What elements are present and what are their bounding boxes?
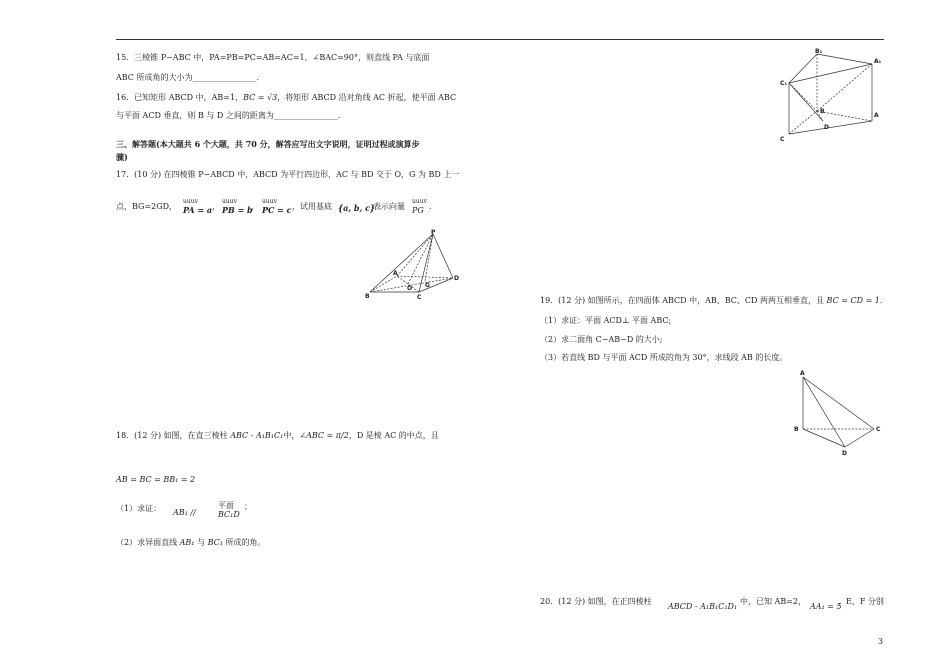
- q18-prism: ABC - A₁B₁C₁: [230, 431, 284, 440]
- q20-text-a: 20．(12 分) 如图，在正四棱柱: [540, 597, 652, 606]
- q17-vec-mark-c: uuuv: [262, 198, 277, 205]
- q17-line2: [116, 201, 177, 212]
- q19-line1: 19．(12 分) 如图所示，在四面体 ABCD 中，AB、BC、CD 两两互相垂直，且 BC = CD = 1．: [540, 296, 888, 305]
- q20-text-b: 中，已知 AB=2，: [740, 597, 806, 606]
- q17-label-p: P: [431, 229, 436, 236]
- q19-label-c: C: [876, 426, 881, 433]
- q18-label-c: C: [780, 136, 785, 143]
- q17-label-a: A: [393, 270, 398, 277]
- page-number: 3: [878, 637, 884, 646]
- section3-heading: 三、解答题(本大题共 6 个大题，共 70 分，解答应写出文字说明，证明过程或演算步: [116, 139, 420, 149]
- q16-bc-value: BC = √3: [243, 93, 278, 102]
- section3-heading-cont: 骤): [116, 152, 128, 162]
- q18-part1-plane-name: BC₁D: [218, 510, 240, 519]
- q17-sep-2: ，: [251, 202, 259, 211]
- q18-text-c: ，D 是棱 AC 的中点，且: [348, 431, 439, 440]
- q16-line1: [116, 92, 456, 103]
- q18-label-b1: B₁: [815, 48, 823, 55]
- q17-label-d: D: [454, 275, 459, 282]
- q19-part2: （2）求二面角 C−AB−D 的大小;: [540, 335, 663, 344]
- q18-angle: ∠ABC = π/2: [299, 431, 349, 440]
- q17-label-o: O: [407, 285, 413, 292]
- q18-part1-plane: 平面: [218, 501, 234, 510]
- q17-line1: 17．(10 分) 在四棱锥 P−ABCD 中，ABCD 为平行四边形，AC 与 BD 交于 O，G 为 BD 上一: [116, 170, 460, 179]
- q18-prism-figure: [775, 45, 885, 145]
- q17-label-b: B: [365, 293, 370, 300]
- q18-part1: （1）求证：: [116, 504, 162, 513]
- q20-prism: ABCD - A₁B₁C₁D₁: [668, 602, 738, 611]
- q17-pyramid-figure: [365, 228, 465, 302]
- q16-line2: 与平面 ACD 垂直，则 B 与 D 之间的距离为________________．: [116, 111, 346, 120]
- q17-label-c: C: [417, 294, 422, 301]
- q18-label-b: B: [820, 108, 825, 115]
- q17-vec-mark-a: uuuv: [183, 198, 198, 205]
- q19-label-b: B: [794, 426, 799, 433]
- q18-part2: （2）求异面直线 AB₁ 与 BC₁ 所成的角。: [116, 538, 266, 547]
- q16-text-a: 16．已知矩形 ABCD 中，AB=1，: [116, 93, 244, 102]
- q17-label-g: G: [425, 282, 430, 289]
- q18-text-a: 18．(12 分) 如图，在直三棱柱: [116, 431, 228, 440]
- q17-vec-pb: PB = b: [222, 205, 253, 215]
- q17-represent: 表示向量: [373, 202, 405, 211]
- q17-vec-pa: PA = a: [183, 205, 213, 215]
- q18-label-a: A: [874, 112, 879, 119]
- q17-vec-mark-g: uuuv: [412, 198, 427, 205]
- header-rule: [116, 39, 884, 40]
- q18-line2: AB = BC = BB₁ = 2: [116, 475, 196, 484]
- q18-text-b: 中，: [283, 431, 300, 440]
- q20-aa1: AA₁ = 5: [810, 602, 842, 611]
- q19-label-a: A: [800, 370, 805, 377]
- q19-part3: （3）若直线 BD 与平面 ACD 所成的角为 30°，求线段 AB 的长度。: [540, 353, 788, 362]
- q18-label-d: D: [824, 124, 829, 131]
- q15-line2: ABC 所成角的大小为________________．: [116, 73, 265, 82]
- q18-label-a1: A₁: [874, 58, 882, 65]
- q19-part1: （1）求证：平面 ACD⊥ 平面 ABC;: [540, 316, 672, 325]
- q20-text-c: ，E、F 分别: [838, 597, 884, 606]
- q18-line1: [116, 430, 439, 441]
- q18-part1-line: AB₁ //: [173, 508, 196, 517]
- q17-sep-1: ，: [212, 202, 220, 211]
- q17-text-a: 点，BG=2GD，: [116, 202, 178, 211]
- q19-tetrahedron-figure: [790, 368, 885, 458]
- q17-basis: {a, b, c}: [338, 203, 376, 213]
- q18-label-c1: C₁: [780, 80, 788, 87]
- q17-vec-mark-b: uuuv: [222, 198, 237, 205]
- q19-label-d: D: [842, 450, 847, 457]
- q17-basis-text: ，试用基底: [292, 202, 332, 211]
- q19-bc-cd: BC = CD = 1: [826, 296, 880, 305]
- q17-vec-pc: PC = c: [262, 205, 292, 215]
- q16-text-b: ，将矩形 ABCD 沿对角线 AC 折起，使平面 ABC: [277, 93, 457, 102]
- q17-vec-pg: PG: [412, 206, 424, 215]
- q18-part1-end: ；: [244, 502, 252, 511]
- q15-line1: 15．三棱锥 P−ABC 中，PA=PB=PC=AB=AC=1，∠BAC=90°，则直线 PA 与底面: [116, 53, 430, 62]
- q19-text-a: 19．(12 分) 如图所示，在四面体 ABCD 中，AB、BC、CD 两两互相垂直，且: [540, 296, 824, 305]
